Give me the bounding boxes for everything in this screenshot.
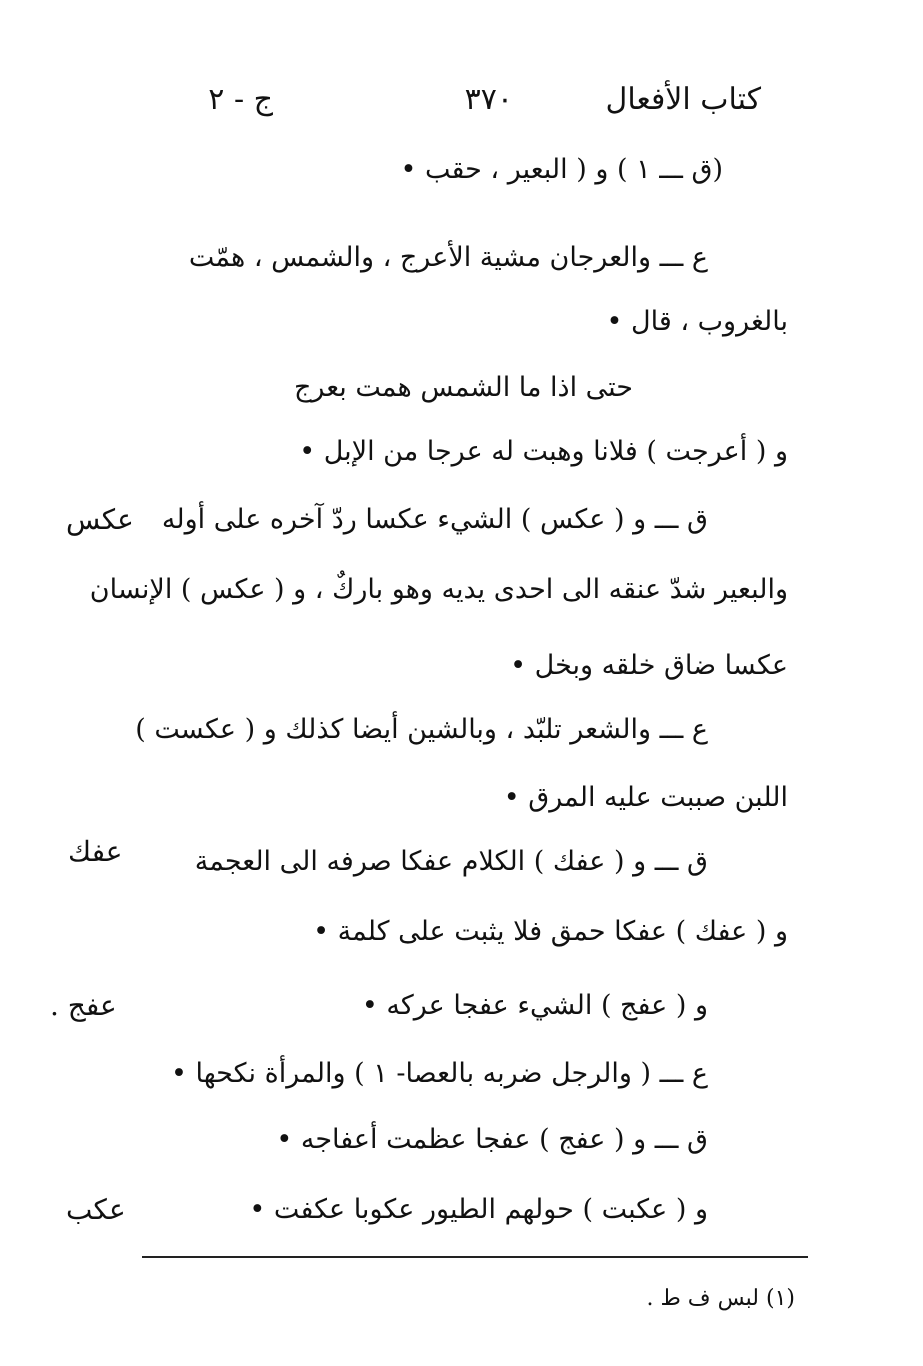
text-line: عكسا ضاق خلقه وبخل • — [510, 650, 788, 681]
text-line: والبعير شدّ عنقه الى احدى يديه وهو باركٌ ، و ( عكس ) الإنسان — [89, 574, 788, 605]
text-line: (ق ـــ ١ ) و ( البعير ، حقب • — [400, 154, 723, 185]
text-line: ق ـــ و ( عفك ) الكلام عفكا صرفه الى العجمة — [194, 846, 708, 877]
footnote-rule — [142, 1256, 808, 1258]
text-line: ع ـــ والعرجان مشية الأعرج ، والشمس ، همّت — [188, 242, 708, 273]
text-line: اللبن صببت عليه المرق • — [503, 782, 788, 813]
verse-line: حتى اذا ما الشمس همت بعرج — [293, 372, 633, 403]
text-line: و ( عفج ) الشيء عفجا عركه • — [361, 990, 708, 1021]
margin-headword: عكب — [66, 1193, 126, 1226]
page-number: ٣٧٠ — [464, 82, 513, 117]
running-title: كتاب الأفعال — [605, 82, 761, 117]
text-line: ع ـــ والشعر تلبّد ، وبالشين أيضا كذلك و ( عكست ) — [135, 714, 708, 745]
text-line: ع ـــ ( والرجل ضربه بالعصا- ١ ) والمرأة نكحها • — [170, 1058, 708, 1089]
text-line: ق ـــ و ( عكس ) الشيء عكسا ردّ آخره على أوله — [161, 504, 708, 535]
margin-headword: عفج . — [50, 989, 117, 1022]
text-line: و ( أعرجت ) فلانا وهبت له عرجا من الإبل • — [299, 436, 788, 467]
footnote: (١) لبس ف ط . — [646, 1286, 795, 1311]
margin-headword: عكس — [66, 503, 134, 536]
text-line: و ( عكبت ) حولهم الطيور عكوبا عكفت • — [249, 1194, 708, 1225]
margin-headword: عفك — [68, 835, 123, 868]
text-line: ق ـــ و ( عفج ) عفجا عظمت أعفاجه • — [276, 1124, 708, 1155]
text-line: و ( عفك ) عفكا حمق فلا يثبت على كلمة • — [313, 916, 788, 947]
text-line: بالغروب ، قال • — [606, 306, 788, 337]
volume-label: ج - ٢ — [208, 82, 273, 117]
